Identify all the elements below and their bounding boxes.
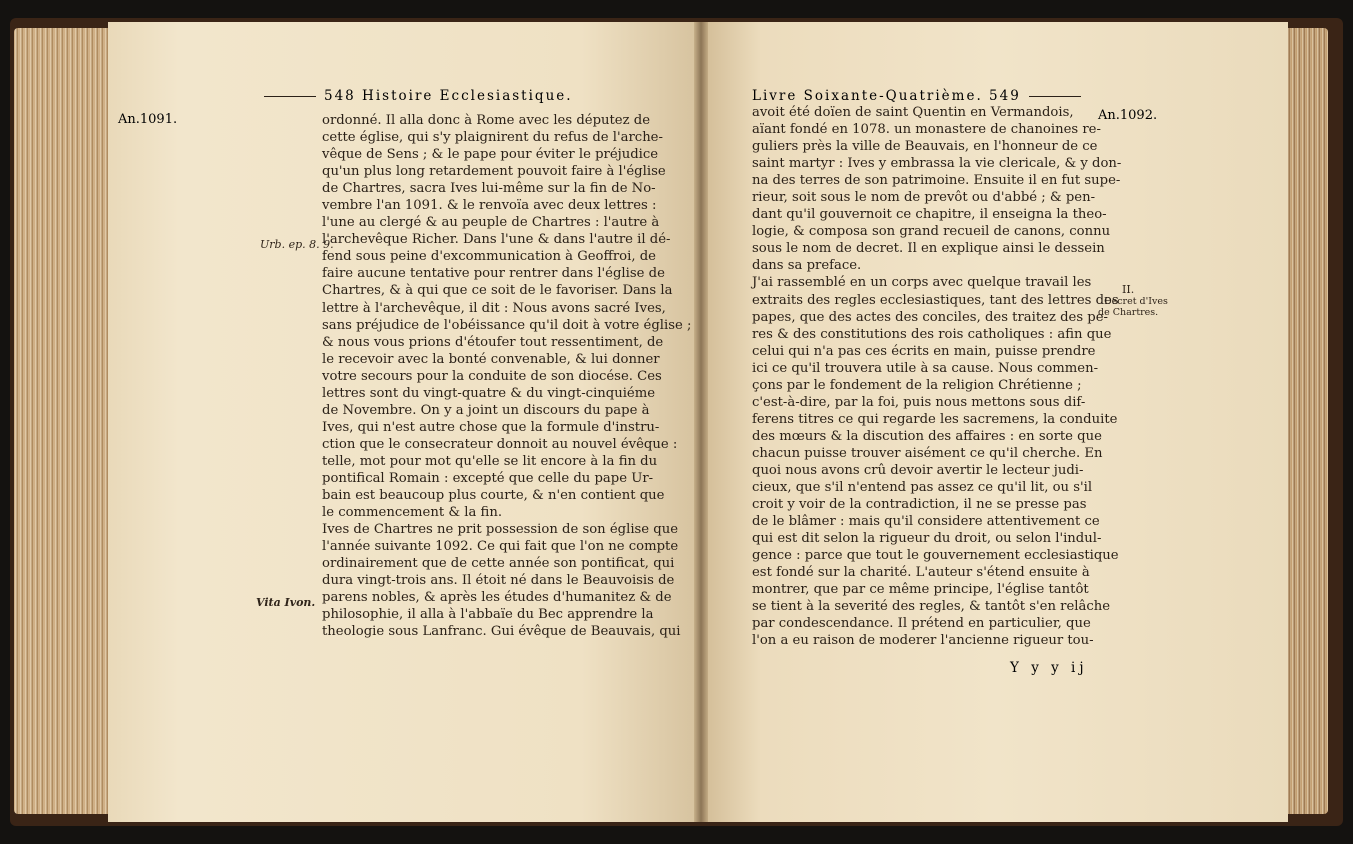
text-line: se tient à la severité des regles, & tantôt s'en relâche xyxy=(752,599,1111,615)
text-line: celui qui n'a pas ces écrits en main, puisse prendre xyxy=(752,343,1096,359)
left-page-edges xyxy=(14,28,110,814)
book-gutter xyxy=(694,22,708,822)
text-line: vembre l'an 1091. & le renvoïa avec deux lettres : xyxy=(322,198,657,214)
text-line: avoit été doïen de saint Quentin en Vermandois, xyxy=(752,105,1074,120)
text-line: qu'un plus long retardement pouvoit faire à l'église xyxy=(322,164,666,180)
text-line: telle, mot pour mot qu'elle se lit encore à la fin du xyxy=(322,453,658,469)
text-line: theologie sous Lanfranc. Gui évêque de Beauvais, qui xyxy=(322,624,681,640)
text-line: & nous vous prions d'étoufer tout ressentiment, de xyxy=(322,334,664,350)
text-line: le commencement & la fin. xyxy=(322,505,503,521)
right-year-marker: An.1092. xyxy=(1098,108,1158,123)
text-line: ction que le consecrateur donnoit au nouvel évêque : xyxy=(322,436,678,452)
text-line: pontifical Romain : excepté que celle du pape Ur- xyxy=(322,470,654,486)
text-line: vêque de Sens ; & le pape pour éviter le préjudice xyxy=(322,147,659,163)
text-line: quoi nous avons crû devoir avertir le lecteur judi- xyxy=(752,462,1084,478)
right-running-head-text: Livre Soixante-Quatrième. 549 xyxy=(752,88,1021,104)
text-line: ordinairement que de cette année son pontificat, qui xyxy=(322,556,675,572)
text-line: votre secours pour la conduite de son diocése. Ces xyxy=(322,368,662,384)
text-line: fend sous peine d'excommunication à Geoffroi, de xyxy=(322,249,656,265)
text-line: J'ai rassemblé en un corps avec quelque travail les xyxy=(752,275,1092,291)
text-line: na des terres de son patrimoine. Ensuite il en fut supe- xyxy=(752,173,1121,189)
margin-note-urb: Urb. ep. 8. 9. xyxy=(260,238,334,251)
text-line: l'archevêque Richer. Dans l'une & dans l'autre il dé- xyxy=(322,232,671,248)
text-line: bain est beaucoup plus courte, & n'en contient que xyxy=(322,488,665,504)
text-line: l'une au clergé & au peuple de Chartres : l'autre à xyxy=(322,215,660,231)
text-line: ferens titres ce qui regarde les sacremens, la conduite xyxy=(752,411,1118,427)
text-line: saint martyr : Ives y embrassa la vie clericale, & y don- xyxy=(752,156,1122,172)
head-rule xyxy=(1029,96,1081,97)
text-line: c'est-à-dire, par la foi, puis nous mettons sous dif- xyxy=(752,394,1086,410)
text-line: est fondé sur la charité. L'auteur s'étend ensuite à xyxy=(752,565,1090,581)
text-line: ici ce qu'il trouvera utile à sa cause. Nous commen- xyxy=(752,360,1099,376)
text-line: de le blâmer : mais qu'il considere attentivement ce xyxy=(752,514,1100,530)
left-year-marker: An.1091. xyxy=(118,112,178,127)
text-line: faire aucune tentative pour rentrer dans l'église de xyxy=(322,266,665,282)
text-line: logie, & composa son grand recueil de canons, connu xyxy=(752,224,1111,240)
text-line: qui est dit selon la rigueur du droit, ou selon l'indul- xyxy=(752,531,1102,547)
text-line: ordonné. Il alla donc à Rome avec les députez de xyxy=(322,113,650,128)
text-line: dans sa preface. xyxy=(752,258,862,274)
right-page-edges xyxy=(1286,28,1328,814)
text-line: aïant fondé en 1078. un monastere de chanoines re- xyxy=(752,122,1101,138)
margin-note-subtitle: de Chartres. xyxy=(1098,307,1159,318)
text-line: le recevoir avec la bonté convenable, & lui donner xyxy=(322,351,660,367)
text-line: gence : parce que tout le gouvernement ecclesiastique xyxy=(752,548,1119,564)
text-line: chacun puisse trouver aisément ce qu'il cherche. En xyxy=(752,445,1103,461)
margin-note-title: Decret d'Ives xyxy=(1104,296,1168,307)
text-line: des mœurs & la discution des affaires : en sorte que xyxy=(752,428,1102,444)
text-line: guliers près la ville de Beauvais, en l'honneur de ce xyxy=(752,139,1098,155)
text-line: extraits des regles ecclesiastiques, tant des lettres des xyxy=(752,292,1119,308)
text-line: res & des constitutions des rois catholiques : afin que xyxy=(752,326,1112,342)
left-running-head-text: 548 Histoire Ecclesiastique. xyxy=(324,88,573,104)
text-line: lettre à l'archevêque, il dit : Nous avons sacré Ives, xyxy=(322,300,666,316)
text-line: parens nobles, & après les études d'humanitez & de xyxy=(322,590,672,606)
text-line: croit y voir de la contradiction, il ne se presse pas xyxy=(752,497,1087,513)
text-line: çons par le fondement de la religion Chrétienne ; xyxy=(752,377,1082,393)
text-line: lettres sont du vingt-quatre & du vingt-cinquiéme xyxy=(322,385,656,401)
text-line: Ives de Chartres ne prit possession de son église que xyxy=(322,522,679,538)
text-line: dant qu'il gouvernoit ce chapitre, il enseigna la theo- xyxy=(752,207,1107,223)
text-line: l'on a eu raison de moderer l'ancienne rigueur tou- xyxy=(752,633,1094,649)
margin-note-number: II. xyxy=(1122,283,1135,296)
text-line: de Chartres, sacra Ives lui-même sur la fin de No- xyxy=(322,181,656,197)
text-line: philosophie, il alla à l'abbaïe du Bec apprendre la xyxy=(322,607,654,623)
margin-note-vita: Vita Ivon. xyxy=(256,596,316,609)
right-page-text xyxy=(752,104,1121,650)
text-line: cette église, qui s'y plaignirent du refus de l'arche- xyxy=(322,130,663,146)
text-line: par condescendance. Il prétend en particulier, que xyxy=(752,616,1091,632)
text-line: l'année suivante 1092. Ce qui fait que l'on ne compte xyxy=(322,539,679,555)
text-line: sans préjudice de l'obéissance qu'il doit à votre église ; xyxy=(322,317,692,333)
text-line: sous le nom de decret. Il en explique ainsi le dessein xyxy=(752,241,1105,257)
signature-mark: Y y y ij xyxy=(1010,660,1088,676)
text-line: de Novembre. On y a joint un discours du pape à xyxy=(322,402,650,418)
right-running-head xyxy=(752,88,1089,104)
text-line: cieux, que s'il n'entend pas assez ce qu'il lit, ou s'il xyxy=(752,480,1093,496)
text-line: Ives, qui n'est autre chose que la formule d'instru- xyxy=(322,419,660,435)
left-running-head xyxy=(256,88,573,104)
text-line: papes, que des actes des conciles, des traitez des pe- xyxy=(752,309,1108,325)
text-line: dura vingt-trois ans. Il étoit né dans le Beauvoisis de xyxy=(322,573,675,589)
text-line: montrer, que par ce même principe, l'église tantôt xyxy=(752,582,1089,598)
text-line: rieur, soit sous le nom de prevôt ou d'abbé ; & pen- xyxy=(752,190,1096,206)
head-rule xyxy=(264,96,316,97)
left-page-text xyxy=(322,112,691,640)
text-line: Chartres, & à qui que ce soit de le favoriser. Dans la xyxy=(322,283,673,299)
